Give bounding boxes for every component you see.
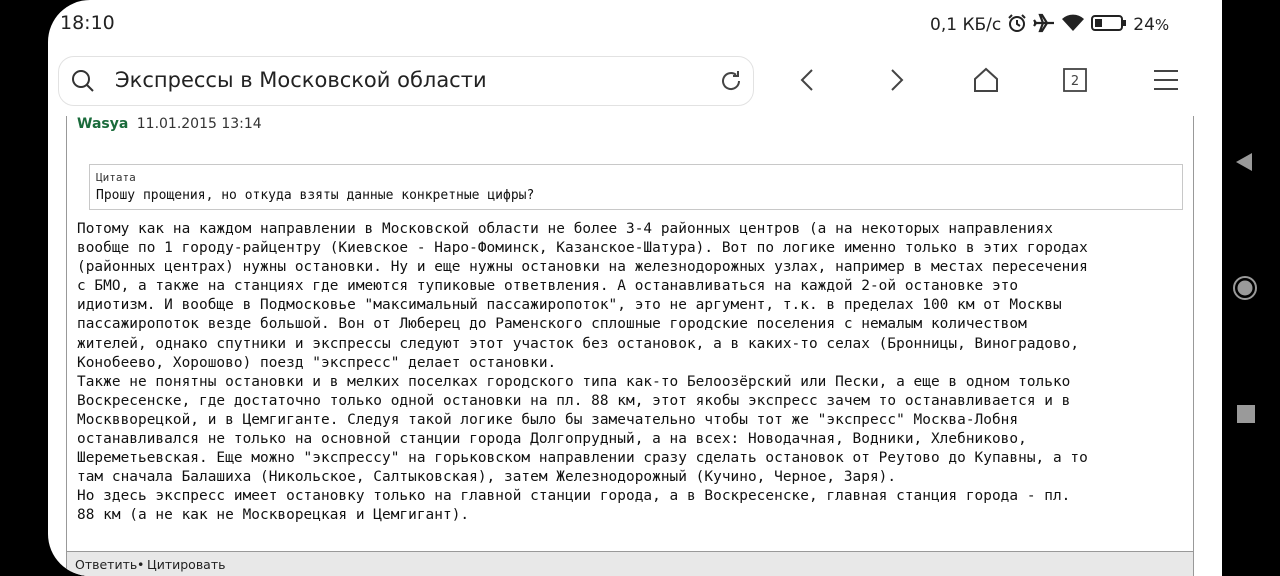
- address-bar[interactable]: [58, 56, 754, 106]
- back-button[interactable]: [794, 66, 822, 94]
- post-date: 11.01.2015 13:14: [136, 116, 262, 132]
- search-icon: [71, 69, 95, 93]
- nav-recent-icon[interactable]: [1237, 405, 1255, 427]
- wifi-icon: [1061, 13, 1085, 38]
- quote-label: Цитата: [96, 171, 136, 184]
- quote-block: [89, 164, 1183, 210]
- menu-button[interactable]: [1152, 66, 1180, 94]
- status-indicators: [930, 13, 1169, 37]
- forward-button[interactable]: [882, 66, 910, 94]
- screen-bezel-left: [0, 0, 48, 576]
- battery-level: 24%: [1133, 15, 1170, 35]
- status-bar: [48, 0, 1222, 50]
- home-button[interactable]: [972, 66, 1000, 94]
- reply-link[interactable]: Ответить: [75, 557, 138, 572]
- alarm-icon: [1007, 13, 1027, 38]
- tabs-button[interactable]: [1062, 66, 1090, 94]
- forum-post: [66, 116, 1194, 576]
- app-window: [48, 0, 1222, 576]
- reload-icon[interactable]: [719, 69, 743, 93]
- battery-icon: [1091, 14, 1127, 37]
- action-separator: •: [137, 557, 145, 572]
- status-time: 18:10: [60, 12, 115, 34]
- post-author[interactable]: Wasya: [77, 116, 129, 132]
- post-body: Потому как на каждом направлении в Московской области не более 3-4 районных центров (а на некоторых направлениях вообще по 1 городу-райцентру (Киевское - Наро-Фоминск, Казанское-Шатура). Вот по логике именно только в этих городах (районных центрах) нужны остановки. Ну и еще нужны остановки на железнодорожных узлах, например в местах пересечения с БМО, а также на станциях где имеются тупиковые ответвления. А останавливаться на каждой 2-ой остановке это идиотизм. И вообще в Подмосковье "максимальный пассажиропоток", это не аргумент, т.к. в пределах 100 км от Москвы пассажиропоток везде большой. Вон от Люберец до Раменского сплошные городские поселения с немалым количеством жителей, однако спутники и экспрессы следуют этот участок без остановок, а в каких-то селах (Бронницы, Виноградово, Конобеево, Хорошово) поезд "экспресс" делает остановки. Также не понятны остановки и в мелких поселках городского типа как-то Белоозёрский или Пески, а еще в одном только Воскресенске, где достаточно только одной остановки на пл. 88 км, этот якобы экспресс зачем то останавливается и в Москвворецкой, и в Цемгиганте. Следуя такой логике было бы замечательно чтобы тот же "экспресс" Москва-Лобня останавливался не только на основной станции города Долгопрудный, а на всех: Новодачная, Водники, Хлебниково, Шереметьевская. Еще можно "экспрессу" на горьковском направлении сразу сделать остановок от Реутово до Купавны, а то там сначала Балашиха (Никольское, Салтыковская), затем Железнодорожный (Кучино, Черное, Заря). Но здесь экспресс имеет остановку только на главной станции города, а в Воскресенске, главная станция города - пл. 88 км (а не как не Москворецкая и Цемгигант).: [77, 221, 1088, 524]
- browser-toolbar: [48, 56, 1222, 108]
- address-text[interactable]: Экспрессы в Московской области: [115, 68, 487, 92]
- quote-text: Прошу прощения, но откуда взяты данные конкретные цифры?: [96, 188, 535, 203]
- nav-back-icon[interactable]: [1234, 152, 1254, 176]
- airplane-icon: [1033, 13, 1055, 38]
- network-speed: 0,1 КБ/с: [930, 15, 1002, 35]
- post-header: [77, 116, 262, 132]
- svg-text:2: 2: [1070, 74, 1080, 89]
- nav-home-icon[interactable]: [1233, 276, 1257, 304]
- quote-link[interactable]: Цитировать: [147, 557, 226, 572]
- post-actions: [67, 551, 1193, 576]
